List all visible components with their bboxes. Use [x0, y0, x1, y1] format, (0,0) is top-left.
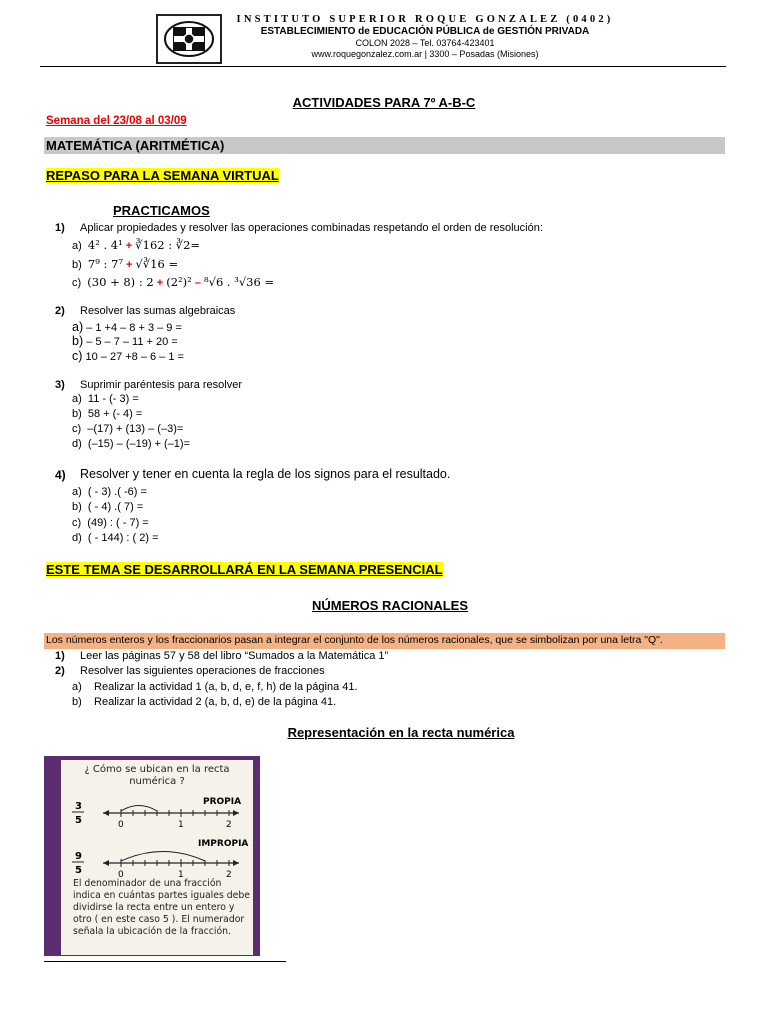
web-line: www.roquegonzalez.com.ar | 3300 – Posadas (Misiones)	[311, 49, 539, 59]
arrow-right-icon	[233, 810, 239, 816]
arc-marker	[121, 852, 205, 862]
address-line: COLON 2028 – Tel. 03764-423401	[355, 38, 495, 48]
photo-explanation: El denominador de una fracción indica en cuántas partes iguales debe dividirse la recta entre un entero y otro ( en este caso 5 ). El numerador señala la ubicación de la fracción.	[73, 878, 251, 937]
presential-heading: ESTE TEMA SE DESARROLLARÁ EN LA SEMANA PRESENCIAL	[46, 562, 443, 577]
establishment-line: ESTABLECIMIENTO de EDUCACIÓN PÚBLICA de GESTIÓN PRIVADA	[260, 26, 590, 37]
exercise-item: a) ( - 3) .( -6) =	[72, 486, 147, 498]
exercise-instruction: Resolver y tener en cuenta la regla de los signos para el resultado.	[80, 467, 451, 481]
rational-intro: Los números enteros y los fraccionarios pasan a integrar el conjunto de los números racionales, que se simbolizan por una letra "Q".	[46, 634, 663, 646]
exercise-item: a) 11 - (- 3) =	[72, 393, 139, 405]
number-line-photo	[61, 760, 253, 955]
exercise-item: a) 4² . 4¹ + ∛162 : ∛2=	[72, 238, 201, 252]
tick-label: 2	[226, 820, 232, 830]
task-text: Leer las páginas 57 y 58 del libro “Sumados a la Matemática 1”	[80, 650, 389, 662]
exercise-item: c) (30 + 8) : 2 + (2²)² – ⁸√6 . ³√36 =	[72, 275, 275, 289]
shield-icon	[161, 19, 217, 59]
task-text: Resolver las siguientes operaciones de fracciones	[80, 665, 325, 677]
task-number: 1)	[55, 650, 65, 662]
fraction-denominator: 5	[75, 815, 82, 826]
subject-bar	[44, 137, 725, 154]
school-logo	[156, 14, 222, 64]
exercise-item: c) (49) : ( - 7) =	[72, 517, 149, 529]
institute-name: INSTITUTO SUPERIOR ROQUE GONZALEZ (0402)	[236, 14, 614, 25]
exercise-item: c) 10 – 27 +8 – 6 – 1 =	[72, 349, 184, 363]
exercise-item: a) – 1 +4 – 8 + 3 – 9 =	[72, 320, 182, 334]
exercise-item: d) ( - 144) : ( 2) =	[72, 532, 159, 544]
exercise-item: c) –(17) + (13) – (–3)=	[72, 423, 184, 435]
arrow-left-icon	[103, 860, 109, 866]
rational-heading: NÚMEROS RACIONALES	[311, 598, 468, 613]
exercise-item: b) ( - 4) .( 7) =	[72, 501, 144, 513]
task-number: 2)	[55, 665, 65, 677]
exercise-item: b) 7⁹ : 7⁷ + √∛16 =	[72, 257, 179, 271]
fraction-type-label: IMPROPIA	[198, 839, 249, 849]
exercise-instruction: Resolver las sumas algebraicas	[80, 305, 236, 317]
tick-label: 0	[118, 870, 124, 880]
rational-intro-bar	[44, 633, 725, 649]
fraction-type-label: PROPIA	[203, 797, 242, 807]
tick-label: 1	[178, 820, 184, 830]
exercise-item: d) (–15) – (–19) + (–1)=	[72, 438, 191, 450]
fraction-numerator: 9	[75, 851, 82, 862]
exercise-number: 1)	[55, 222, 65, 234]
arrow-right-icon	[233, 860, 239, 866]
page-title: ACTIVIDADES PARA 7º A-B-C	[292, 95, 476, 110]
exercise-number: 2)	[55, 305, 65, 317]
photo-underline	[44, 961, 286, 962]
practice-heading: PRACTICAMOS	[113, 203, 210, 218]
exercise-instruction: Suprimir paréntesis para resolver	[80, 379, 243, 391]
representation-heading: Representación en la recta numérica	[287, 725, 515, 740]
arc-marker	[121, 806, 157, 812]
subtask-item: a) Realizar la actividad 1 (a, b, d, e, f, h) de la página 41.	[72, 681, 358, 693]
exercise-item: b) – 5 – 7 – 11 + 20 =	[72, 334, 178, 348]
photo-question: ¿ Cómo se ubican en la recta numérica ?	[84, 764, 230, 787]
fraction-numerator: 3	[75, 801, 82, 812]
tick-label: 0	[118, 820, 124, 830]
header-divider	[40, 66, 726, 67]
subject-label: MATEMÁTICA (ARITMÉTICA)	[46, 138, 225, 153]
week-label: Semana del 23/08 al 03/09	[46, 115, 187, 127]
review-heading: REPASO PARA LA SEMANA VIRTUAL	[46, 168, 279, 183]
subtask-item: b) Realizar la actividad 2 (a, b, d, e) de la página 41.	[72, 696, 337, 708]
exercise-number: 3)	[55, 379, 65, 391]
tick-label: 2	[226, 870, 232, 880]
fraction-denominator: 5	[75, 865, 82, 876]
arrow-left-icon	[103, 810, 109, 816]
tick-label: 1	[178, 870, 184, 880]
exercise-number: 4)	[55, 468, 66, 482]
exercise-instruction: Aplicar propiedades y resolver las operaciones combinadas respetando el orden de resolución:	[80, 222, 543, 234]
exercise-item: b) 58 + (- 4) =	[72, 408, 143, 420]
